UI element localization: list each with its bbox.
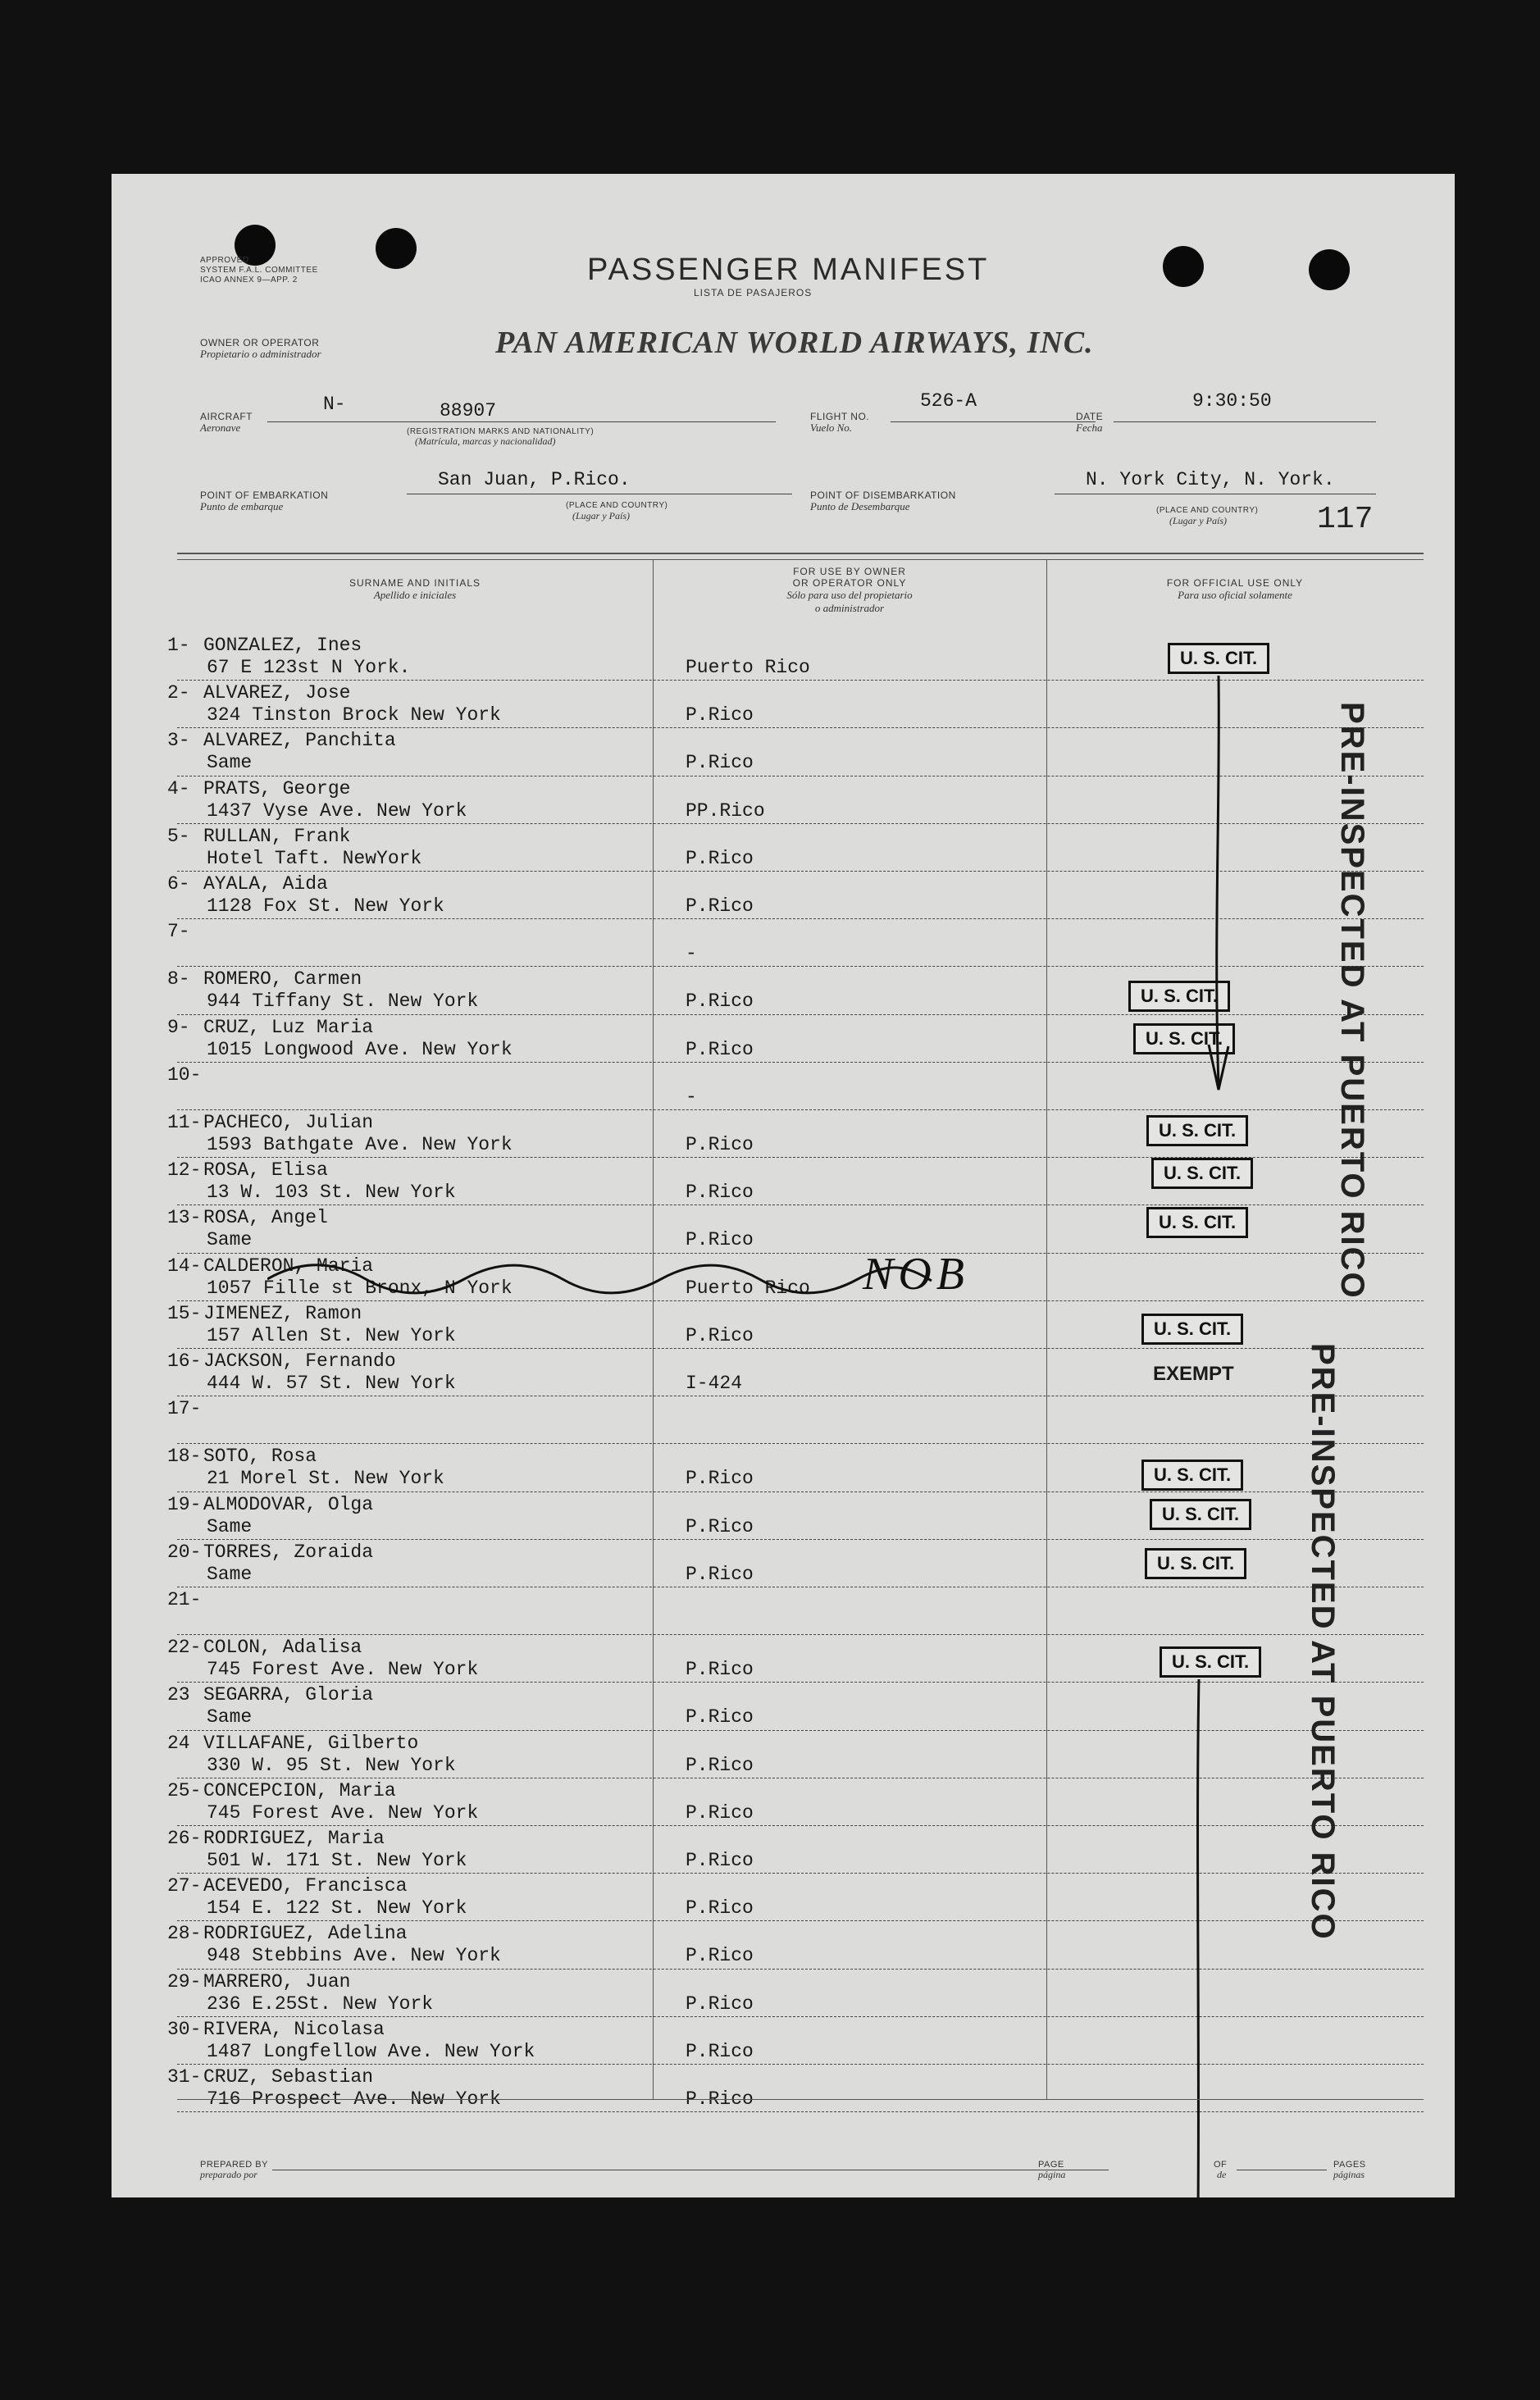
passenger-origin: P.Rico <box>686 1038 754 1060</box>
passenger-number: 21- <box>167 1589 202 1610</box>
passenger-address: 1593 Bathgate Ave. New York <box>207 1134 513 1155</box>
passenger-origin: P.Rico <box>686 1992 754 2015</box>
embark-place: San Juan, P.Rico. <box>438 469 631 490</box>
punch-hole <box>1163 246 1204 287</box>
aircraft-registration: 88907 <box>440 400 497 421</box>
passenger-number: 13- <box>167 1207 202 1229</box>
operator-name: PAN AMERICAN WORLD AIRWAYS, INC. <box>495 326 1094 360</box>
passenger-name: ALVAREZ, Panchita <box>203 730 396 752</box>
us-cit-stamp: U. S. CIT. <box>1150 1499 1251 1530</box>
passenger-origin: PP.Rico <box>686 799 765 822</box>
registration-note: (REGISTRATION MARKS AND NATIONALITY) <box>407 427 595 436</box>
passenger-number: 29- <box>167 1970 202 1992</box>
manifest-sheet <box>112 174 1455 2197</box>
passenger-address: 330 W. 95 St. New York <box>207 1754 456 1776</box>
passenger-address: 716 Prospect Ave. New York <box>207 2088 501 2110</box>
passenger-origin: P.Rico <box>686 1659 754 1681</box>
passenger-number: 15- <box>167 1302 202 1324</box>
passenger-origin: P.Rico <box>686 1182 754 1204</box>
passenger-name: ALVAREZ, Jose <box>203 682 351 704</box>
passenger-origin: Puerto Rico <box>686 657 810 678</box>
passenger-row <box>112 1731 1455 1780</box>
place-note: (PLACE AND COUNTRY) <box>566 501 668 510</box>
passenger-number: 8- <box>167 968 190 991</box>
us-cit-stamp: U. S. CIT. <box>1160 1646 1261 1678</box>
column-header-label-es: Sólo para uso del propietario <box>786 589 913 601</box>
place-note: (PLACE AND COUNTRY) <box>1156 506 1259 515</box>
passenger-origin: - <box>686 1086 697 1108</box>
passenger-row <box>112 967 1455 1016</box>
passenger-origin: P.Rico <box>686 847 754 869</box>
date-label-es: Fecha <box>1076 421 1103 434</box>
down-arrow-icon <box>1182 1679 1215 2197</box>
passenger-number: 11- <box>167 1112 202 1133</box>
passenger-name: GONZALEZ, Ines <box>203 635 362 656</box>
column-header-official <box>1063 577 1407 602</box>
passenger-origin: P.Rico <box>686 1850 754 1871</box>
passenger-origin: P.Rico <box>686 704 754 726</box>
passenger-number: 17- <box>167 1398 202 1420</box>
approved-line: APPROVED <box>200 256 249 265</box>
passenger-name: SEGARRA, Gloria <box>203 1684 374 1706</box>
passenger-row <box>112 1492 1455 1542</box>
registration-note-es: (Matrícula, marcas y nacionalidad) <box>415 435 556 447</box>
passenger-name: JIMENEZ, Ramon <box>203 1302 362 1324</box>
passenger-origin: P.Rico <box>686 1515 754 1537</box>
passenger-number: 3- <box>167 730 190 752</box>
pages-label: PAGES <box>1333 2160 1366 2170</box>
passenger-origin: P.Rico <box>686 1945 754 1967</box>
passenger-origin: - <box>686 943 697 965</box>
passenger-name: ALMODOVAR, Olga <box>203 1493 374 1515</box>
passenger-row <box>112 1110 1455 1159</box>
passenger-row <box>112 1778 1455 1828</box>
passenger-name: PACHECO, Julian <box>203 1112 374 1133</box>
passenger-name: JACKSON, Fernando <box>203 1350 396 1372</box>
column-header-label: FOR USE BY OWNER <box>793 566 906 577</box>
passenger-address: 1487 Longfellow Ave. New York <box>207 2040 535 2062</box>
page-title: PASSENGER MANIFEST <box>587 253 990 287</box>
passenger-address: 13 W. 103 St. New York <box>207 1182 456 1204</box>
passenger-origin: P.Rico <box>686 1754 754 1776</box>
passenger-number: 25- <box>167 1779 202 1801</box>
aircraft-label-es: Aeronave <box>200 421 241 434</box>
passenger-origin: P.Rico <box>686 1706 754 1728</box>
passenger-row <box>112 1205 1455 1255</box>
page-title-es: LISTA DE PASAJEROS <box>694 287 813 298</box>
passenger-address: 501 W. 171 St. New York <box>207 1850 467 1871</box>
page-label-es: página <box>1038 2169 1066 2180</box>
passenger-row <box>112 1301 1455 1350</box>
column-header-label: OR OPERATOR ONLY <box>792 577 907 589</box>
passenger-origin: Puerto Rico <box>686 1277 810 1299</box>
preinspected-stamp: PRE-INSPECTED AT PUERTO RICO <box>1305 1343 1341 1941</box>
preinspected-stamp: PRE-INSPECTED AT PUERTO RICO <box>1334 702 1370 1300</box>
exempt-annotation: EXEMPT <box>1153 1363 1234 1385</box>
embark-label-es: Punto de embarque <box>200 500 284 512</box>
passenger-name: ROMERO, Carmen <box>203 968 362 991</box>
passenger-number: 6- <box>167 873 190 895</box>
passenger-number: 28- <box>167 1923 202 1945</box>
disembark-label: POINT OF DISEMBARKATION <box>810 490 956 501</box>
embark-label: POINT OF EMBARKATION <box>200 490 329 501</box>
passenger-address: 154 E. 122 St. New York <box>207 1897 467 1920</box>
passenger-address: 1015 Longwood Ave. New York <box>207 1038 513 1060</box>
column-header-label-es: Apellido e iniciales <box>373 589 457 601</box>
passenger-name: ROSA, Angel <box>203 1207 328 1229</box>
passenger-name: MARRERO, Juan <box>203 1970 351 1992</box>
passenger-name: CRUZ, Luz Maria <box>203 1016 374 1038</box>
pages-label-es: páginas <box>1333 2169 1365 2180</box>
passenger-address: 944 Tiffany St. New York <box>207 991 479 1013</box>
passenger-number: 19- <box>167 1493 202 1515</box>
prepared-by-label: PREPARED BY <box>200 2160 268 2170</box>
passenger-origin: P.Rico <box>686 1134 754 1155</box>
passenger-name: CALDERON, Maria <box>203 1255 374 1277</box>
passenger-address: 324 Tinston Brock New York <box>207 704 501 726</box>
passenger-number: 31- <box>167 2066 202 2088</box>
aircraft-prefix: N- <box>323 394 346 415</box>
passenger-address: 21 Morel St. New York <box>207 1468 444 1490</box>
passenger-origin: P.Rico <box>686 1801 754 1824</box>
passenger-row <box>112 1826 1455 1875</box>
passenger-origin: P.Rico <box>686 752 754 774</box>
table-top-rule <box>177 553 1424 554</box>
column-header-surname <box>210 577 620 602</box>
aircraft-label: AIRCRAFT <box>200 411 253 422</box>
of-label: OF <box>1214 2160 1228 2170</box>
us-cit-stamp: U. S. CIT. <box>1145 1548 1246 1579</box>
passenger-number: 23 <box>167 1684 190 1706</box>
prepared-by-label-es: preparado por <box>200 2169 257 2180</box>
owner-label: OWNER OR OPERATOR <box>200 337 320 348</box>
punch-hole <box>1309 249 1350 290</box>
passenger-number: 26- <box>167 1828 202 1849</box>
place-note-es: (Lugar y País) <box>1169 515 1227 526</box>
passenger-origin: P.Rico <box>686 2040 754 2062</box>
passenger-row <box>112 728 1455 777</box>
passenger-number: 5- <box>167 825 190 847</box>
us-cit-stamp: U. S. CIT. <box>1146 1207 1248 1238</box>
passenger-address: 745 Forest Ave. New York <box>207 1801 479 1824</box>
passenger-address: Same <box>207 1706 253 1728</box>
passenger-row <box>112 919 1455 968</box>
passenger-name: RODRIGUEZ, Adelina <box>203 1923 408 1945</box>
passenger-origin: P.Rico <box>686 1324 754 1346</box>
flight-date: 9:30:50 <box>1192 390 1272 412</box>
passenger-row <box>112 1396 1455 1446</box>
nob-annotation: NOB <box>863 1249 969 1300</box>
passenger-address: 1057 Fille st Bronx, N York <box>207 1277 513 1299</box>
passenger-row <box>112 872 1455 921</box>
passenger-address: Same <box>207 1229 253 1251</box>
passenger-row <box>112 1970 1455 2019</box>
passenger-address: 157 Allen St. New York <box>207 1324 456 1346</box>
passenger-name: TORRES, Zoraida <box>203 1541 374 1563</box>
passenger-row <box>112 1921 1455 1970</box>
passenger-row <box>112 1349 1455 1398</box>
column-header-label-es: o administrador <box>814 602 885 614</box>
approved-block <box>200 256 318 285</box>
disembark-place: N. York City, N. York. <box>1086 469 1335 490</box>
passenger-address: Same <box>207 1515 253 1537</box>
passenger-row <box>112 681 1455 730</box>
passenger-address: Same <box>207 1563 253 1585</box>
passenger-number: 2- <box>167 682 190 704</box>
passenger-row <box>112 1015 1455 1064</box>
place-note-es: (Lugar y País) <box>572 510 630 521</box>
passenger-name: PRATS, George <box>203 777 351 799</box>
passenger-origin: P.Rico <box>686 991 754 1013</box>
cross-out-line <box>267 1256 940 1297</box>
passenger-address: 236 E.25St. New York <box>207 1992 434 2015</box>
passenger-row <box>112 824 1455 873</box>
passenger-number: 7- <box>167 921 190 943</box>
passenger-number: 27- <box>167 1875 202 1897</box>
passenger-address: 1437 Vyse Ave. New York <box>207 799 467 822</box>
passenger-origin: P.Rico <box>686 1897 754 1920</box>
page-number: 117 <box>1317 502 1374 537</box>
passenger-number: 14- <box>167 1255 202 1277</box>
punch-hole <box>376 228 417 269</box>
passenger-origin: I-424 <box>686 1373 743 1394</box>
passenger-address: 67 E 123st N York. <box>207 657 411 678</box>
passenger-address: 444 W. 57 St. New York <box>207 1373 456 1394</box>
passenger-address: Hotel Taft. NewYork <box>207 847 422 869</box>
passenger-row <box>112 1874 1455 1923</box>
us-cit-stamp: U. S. CIT. <box>1133 1023 1235 1054</box>
passenger-number: 16- <box>167 1350 202 1372</box>
passenger-number: 9- <box>167 1016 190 1038</box>
passenger-name: RIVERA, Nicolasa <box>203 2018 385 2040</box>
passenger-number: 24 <box>167 1732 190 1754</box>
passenger-row <box>112 1587 1455 1637</box>
passenger-name: COLON, Adalisa <box>203 1637 362 1659</box>
passenger-name: ACEVEDO, Francisca <box>203 1875 408 1897</box>
us-cit-stamp: U. S. CIT. <box>1146 1115 1248 1146</box>
flight-label-es: Vuelo No. <box>810 421 853 434</box>
passenger-number: 20- <box>167 1541 202 1563</box>
passenger-name: RODRIGUEZ, Maria <box>203 1828 385 1849</box>
passenger-name: CRUZ, Sebastian <box>203 2066 374 2088</box>
passenger-number: 30- <box>167 2018 202 2040</box>
column-header-label: FOR OFFICIAL USE ONLY <box>1166 577 1304 589</box>
us-cit-stamp: U. S. CIT. <box>1151 1158 1253 1189</box>
passenger-address: Same <box>207 752 253 774</box>
date-label: DATE <box>1076 411 1104 422</box>
page-label: PAGE <box>1038 2160 1064 2170</box>
passenger-number: 12- <box>167 1159 202 1182</box>
rule <box>267 421 776 422</box>
passenger-address: 745 Forest Ave. New York <box>207 1659 479 1681</box>
passenger-row <box>112 1683 1455 1732</box>
passenger-row <box>112 1444 1455 1493</box>
rule <box>1114 421 1376 422</box>
passenger-origin: P.Rico <box>686 1468 754 1490</box>
passenger-origin: P.Rico <box>686 1563 754 1585</box>
us-cit-stamp: U. S. CIT. <box>1141 1314 1243 1345</box>
passenger-origin: P.Rico <box>686 1229 754 1251</box>
passenger-row <box>112 1158 1455 1207</box>
flight-number: 526-A <box>920 390 977 412</box>
passenger-row <box>112 2017 1455 2066</box>
table-bottom-rule <box>177 2099 1424 2100</box>
passenger-number: 22- <box>167 1637 202 1659</box>
us-cit-stamp: U. S. CIT. <box>1168 643 1269 674</box>
passenger-address: 1128 Fox St. New York <box>207 895 444 917</box>
passenger-number: 1- <box>167 635 190 656</box>
column-header-label-es: Para uso oficial solamente <box>1178 589 1292 601</box>
column-header-owner <box>669 566 1030 615</box>
disembark-label-es: Punto de Desembarque <box>810 500 910 512</box>
owner-label-es: Propietario o administrador <box>200 348 321 360</box>
approved-line: SYSTEM F.A.L. COMMITTEE <box>200 266 318 275</box>
passenger-row <box>112 776 1455 826</box>
row-rule <box>177 2111 1424 2112</box>
flight-label: FLIGHT NO. <box>810 411 870 422</box>
passenger-row <box>112 1063 1455 1112</box>
passenger-name: VILLAFANE, Gilberto <box>203 1732 419 1754</box>
of-label-es: de <box>1217 2169 1227 2180</box>
passenger-origin: P.Rico <box>686 895 754 917</box>
passenger-address: 948 Stebbins Ave. New York <box>207 1945 501 1967</box>
down-arrow-icon <box>1202 676 1235 1102</box>
passenger-origin: P.Rico <box>686 2088 754 2110</box>
us-cit-stamp: U. S. CIT. <box>1128 981 1230 1012</box>
passenger-name: RULLAN, Frank <box>203 825 351 847</box>
passenger-number: 10- <box>167 1063 202 1086</box>
passenger-row <box>112 2065 1455 2114</box>
passenger-row <box>112 1540 1455 1589</box>
table-top-rule <box>177 559 1424 560</box>
passenger-name: ROSA, Elisa <box>203 1159 328 1182</box>
passenger-name: SOTO, Rosa <box>203 1446 317 1468</box>
passenger-name: AYALA, Aida <box>203 873 328 895</box>
passenger-number: 4- <box>167 777 190 799</box>
us-cit-stamp: U. S. CIT. <box>1141 1460 1243 1491</box>
passenger-name: CONCEPCION, Maria <box>203 1779 396 1801</box>
column-header-label: SURNAME AND INITIALS <box>349 577 481 589</box>
approved-line: ICAO ANNEX 9—APP. 2 <box>200 276 298 285</box>
passenger-number: 18- <box>167 1446 202 1468</box>
rule <box>891 421 1096 422</box>
